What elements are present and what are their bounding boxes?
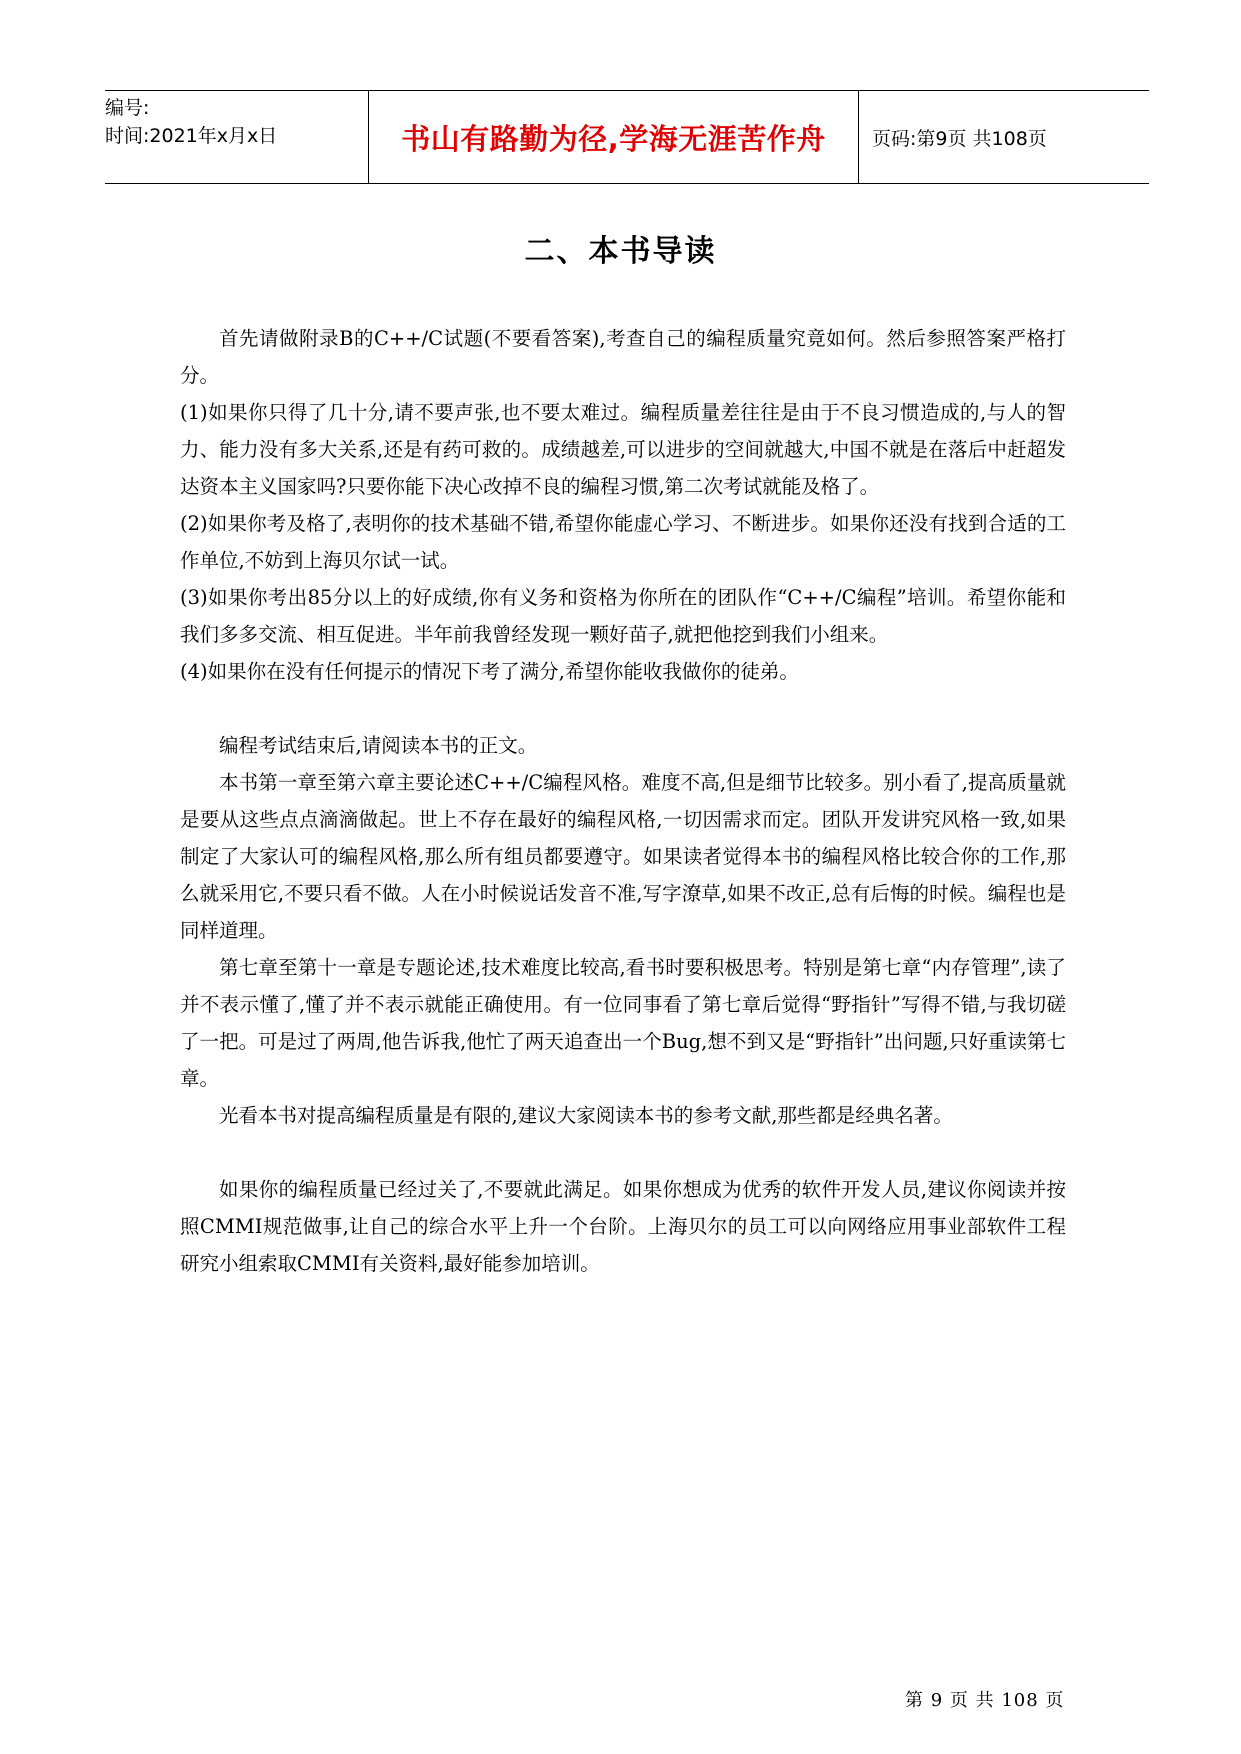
- chapters-7-11-paragraph: 第七章至第十一章是专题论述,技术难度比较高,看书时要积极思考。特别是第七章“内存管理”,读了并不表示懂了,懂了并不表示就能正确使用。有一位同事看了第七章后觉得“野指针”写得不错,与我切磋了一把。可是过了两周,他告诉我,他忙了两天追查出一个Bug,想不到又是“野指针”出问题,只好重读第七章。: [180, 956, 1066, 1090]
- number-label: 编号:: [105, 97, 150, 119]
- date-label: 时间:2021年x月x日: [105, 125, 278, 147]
- cmmi-paragraph: 如果你的编程质量已经过关了,不要就此满足。如果你想成为优秀的软件开发人员,建议你阅读并按照CMMI规范做事,让自己的综合水平上升一个台阶。上海贝尔的员工可以向网络应用事业部软件工程研究小组索取CMMI有关资料,最好能参加培训。: [180, 1178, 1066, 1275]
- references-paragraph: 光看本书对提高编程质量是有限的,建议大家阅读本书的参考文献,那些都是经典名著。: [219, 1104, 953, 1127]
- after-exam-paragraph: 编程考试结束后,请阅读本书的正文。: [219, 734, 538, 757]
- header-motto-cell: [369, 91, 859, 183]
- page-info: 页码:第9页 共108页: [872, 127, 1047, 150]
- case-3-paragraph: (3)如果你考出85分以上的好成绩,你有义务和资格为你所在的团队作“C++/C编程”培训。希望你能和我们多多交流、相互促进。半年前我曾经发现一颗好苗子,就把他挖到我们小组来。: [180, 586, 1066, 646]
- header-meta: [105, 91, 369, 183]
- case-4-paragraph: (4)如果你在没有任何提示的情况下考了满分,希望你能收我做你的徒弟。: [180, 660, 799, 683]
- motto: 书山有路勤为径,学海无涯苦作舟: [401, 121, 826, 156]
- body-text: [180, 320, 1066, 1282]
- case-1-paragraph: (1)如果你只得了几十分,请不要声张,也不要太难过。编程质量差往往是由于不良习惯造成的,与人的智力、能力没有多大关系,还是有药可救的。成绩越差,可以进步的空间就越大,中国不就是在落后中赶超发达资本主义国家吗?只要你能下决心改掉不良的编程习惯,第二次考试就能及格了。: [180, 401, 1066, 498]
- page-footer: 第 9 页 共 108 页: [905, 1690, 1065, 1711]
- paragraph-gap: [180, 1134, 1066, 1171]
- header-page-info-cell: [859, 91, 1149, 183]
- page-header: [105, 90, 1149, 184]
- intro-paragraph: 首先请做附录B的C++/C试题(不要看答案),考查自己的编程质量究竟如何。然后参照答案严格打分。: [180, 327, 1066, 387]
- page-title: 二、本书导读: [524, 234, 717, 269]
- paragraph-gap: [180, 690, 1066, 727]
- chapters-1-6-paragraph: 本书第一章至第六章主要论述C++/C编程风格。难度不高,但是细节比较多。别小看了,提高质量就是要从这些点点滴滴做起。世上不存在最好的编程风格,一切因需求而定。团队开发讲究风格一致,如果制定了大家认可的编程风格,那么所有组员都要遵守。如果读者觉得本书的编程风格比较合你的工作,那么就采用它,不要只看不做。人在小时候说话发音不准,写字潦草,如果不改正,总有后悔的时候。编程也是同样道理。: [180, 771, 1066, 942]
- case-2-paragraph: (2)如果你考及格了,表明你的技术基础不错,希望你能虚心学习、不断进步。如果你还没有找到合适的工作单位,不妨到上海贝尔试一试。: [180, 512, 1066, 572]
